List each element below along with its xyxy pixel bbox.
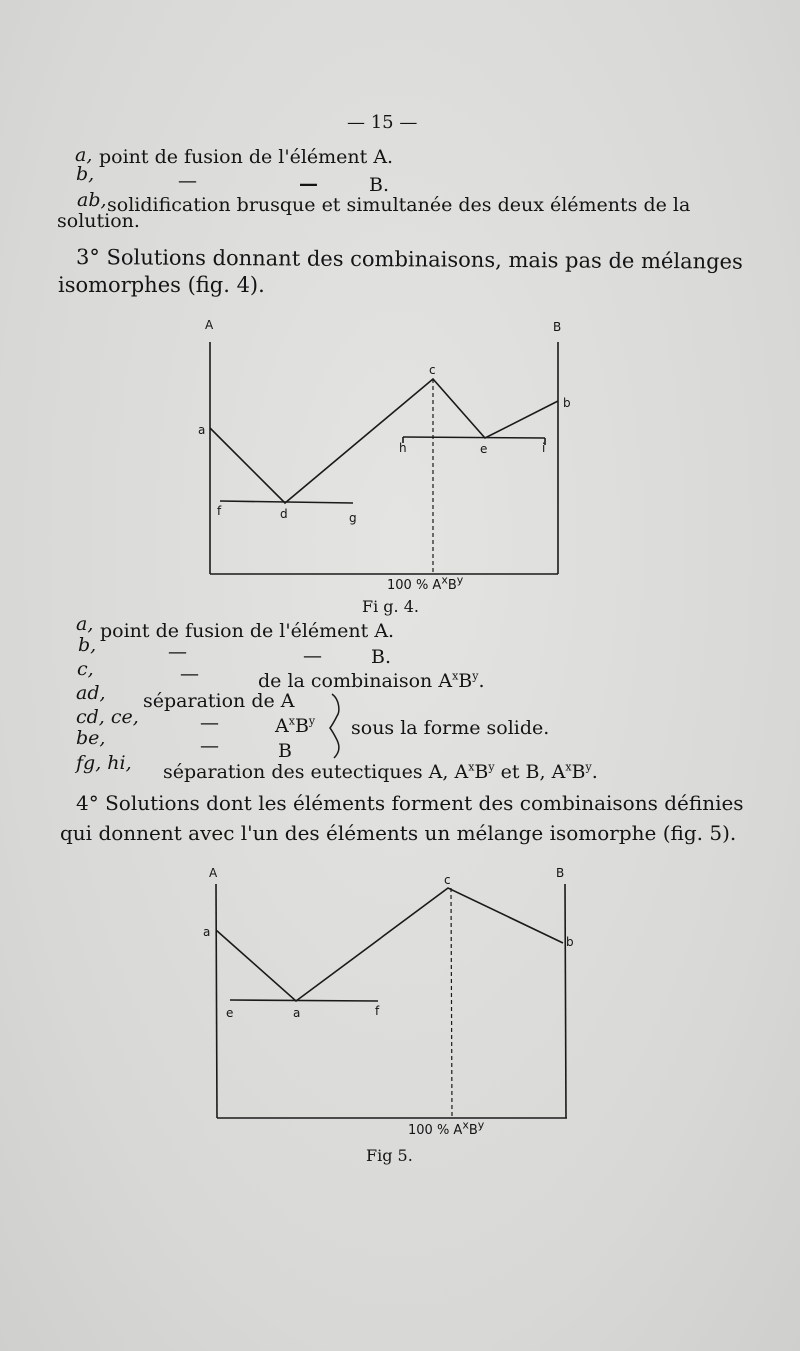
legend4-text-b: B. xyxy=(371,646,392,668)
legend4-dash-cdce: — xyxy=(200,712,219,734)
legend-dash-b1: — xyxy=(178,170,197,192)
page-number: — 15 — xyxy=(347,112,418,133)
fig4-label-A: A xyxy=(205,318,214,332)
fig4-label-e: e xyxy=(480,442,488,456)
fig5-label-c: c xyxy=(444,873,451,887)
fig4-label-f: f xyxy=(217,504,222,518)
fig5-liquidus xyxy=(216,888,563,1001)
fig5-caption: Fig 5. xyxy=(366,1146,413,1165)
fig4-label-c: c xyxy=(429,363,436,377)
fig5-label-B: B xyxy=(556,866,565,880)
legend4-key-be: be, xyxy=(76,727,106,749)
section3-line2: isomorphes (fig. 4). xyxy=(58,273,265,297)
fig4-label-h: h xyxy=(399,441,407,455)
fig5-label-a-mid: a xyxy=(293,1006,301,1020)
fig4-label-d: d xyxy=(280,507,288,521)
fig5-axis-left xyxy=(216,884,217,1118)
fig4-label-B: B xyxy=(553,320,562,334)
fig5-eutectic-ef xyxy=(230,1000,378,1001)
legend4-key-ad: ad, xyxy=(76,682,106,704)
section4-line1: 4° Solutions dont les éléments forment des combinaisons définies xyxy=(76,791,744,815)
legend4-key-cdce: cd, ce, xyxy=(76,706,139,728)
legend4-dash-b1: — xyxy=(168,641,187,663)
legend4-key-c: c, xyxy=(77,658,94,680)
fig4-label-b: b xyxy=(563,396,571,410)
legend4-key-a: a, xyxy=(76,613,94,635)
legend4-key-b: b, xyxy=(78,634,97,656)
legend4-text-be: B xyxy=(278,740,292,762)
fig4-label-i: i xyxy=(542,441,546,455)
legend4-dash-c: — xyxy=(180,663,199,685)
legend4-text-c: de la combinaison $A^xB^y$. xyxy=(258,669,485,692)
fig4-label-a: a xyxy=(198,423,206,437)
legend4-dash-be: — xyxy=(200,735,219,757)
legend-text-ab: solidification brusque et simultanée des deux éléments de la xyxy=(107,194,691,216)
section3-line1: 3° Solutions donnant des combinaisons, mais pas de mélanges xyxy=(75,245,743,274)
legend4-text-a: point de fusion de l'élément A. xyxy=(100,620,395,642)
legend4-text-ad: séparation de A xyxy=(143,690,295,712)
fig4-axis-label: 100 % $A^xB^y$ xyxy=(387,573,464,593)
legend-key-a: a, xyxy=(75,144,93,166)
fig5-label-e: e xyxy=(226,1006,234,1020)
legend4-key-fghi: fg, hi, xyxy=(76,752,132,774)
legend-dash-b2: — xyxy=(299,173,318,195)
fig5-label-a-left: a xyxy=(203,925,211,939)
legend4-brace-text: sous la forme solide. xyxy=(351,717,550,739)
legend-text-ab-cont: solution. xyxy=(57,210,140,232)
legend-text-a: point de fusion de l'élément A. xyxy=(99,146,394,168)
legend-key-ab: ab, xyxy=(77,189,107,211)
legend4-text-fghi: séparation des eutectiques A, $A^xB^y$ et B, $A^xB^y$. xyxy=(163,760,598,783)
fig5-axis-label: 100 % $A^xB^y$ xyxy=(408,1118,485,1138)
legend-text-b: B. xyxy=(369,174,390,196)
fig5-label-b: b xyxy=(566,935,574,949)
fig5-axis-right xyxy=(565,884,566,1118)
legend4-text-cdce: $A^xB^y$ xyxy=(275,714,316,737)
fig5-compound-line xyxy=(451,888,452,1118)
fig5-label-f: f xyxy=(375,1004,380,1018)
fig4-caption: Fi g. 4. xyxy=(362,597,419,616)
section4-line2: qui donnent avec l'un des éléments un mélange isomorphe (fig. 5). xyxy=(60,821,737,845)
fig5-label-A: A xyxy=(209,866,218,880)
legend-key-b: b, xyxy=(76,163,95,185)
fig4-label-g: g xyxy=(349,511,357,525)
legend4-dash-b2: — xyxy=(303,645,322,667)
